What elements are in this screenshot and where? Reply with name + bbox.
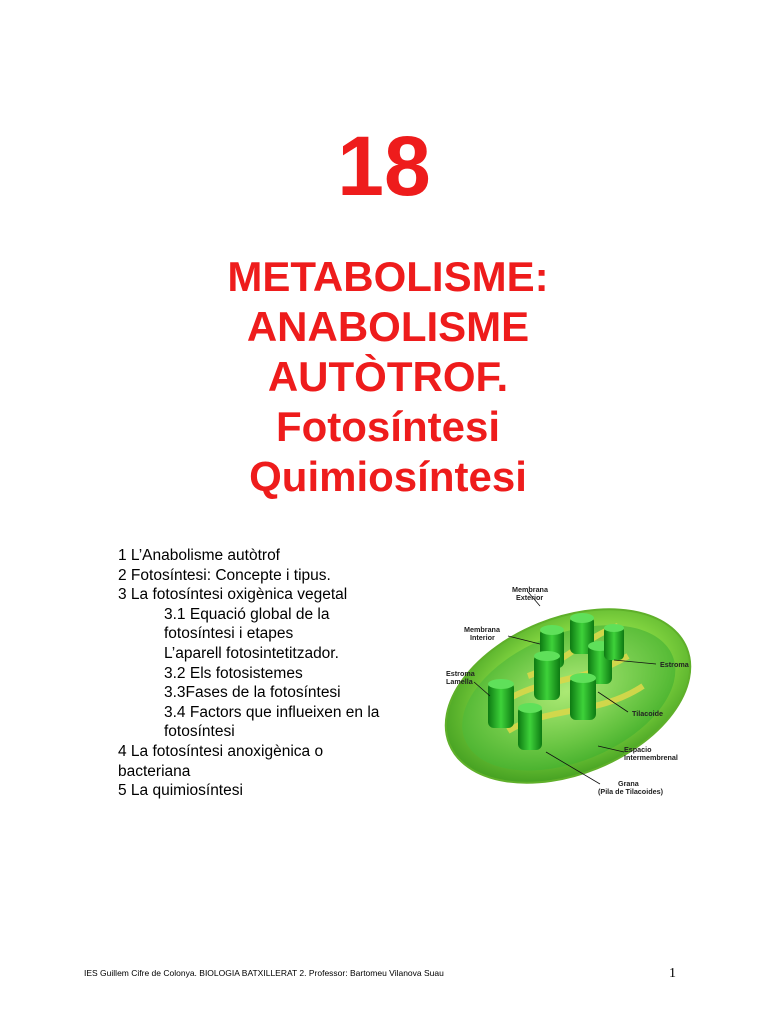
page-number: 1 (669, 966, 676, 981)
toc-subitem: fotosíntesi (164, 723, 235, 741)
label-estroma: Estroma (660, 660, 689, 669)
label-grana-1: Grana (618, 779, 639, 788)
toc-item: 4 La fotosíntesi anoxigènica o (118, 742, 324, 760)
toc-item: 1 L’Anabolisme autòtrof (118, 547, 280, 564)
label-estroma-lamella-2: Lamella (446, 677, 473, 686)
label-espacio-1: Espacio (624, 745, 652, 754)
toc-subitem: L’aparell fotosintetitzador. (164, 644, 339, 662)
chapter-number: 18 (337, 119, 431, 213)
toc-item: bacteriana (118, 762, 191, 780)
label-espacio-2: Intermembrenal (624, 753, 678, 762)
title-line: AUTÒTROF. (267, 353, 509, 400)
toc-subitem: 3.1 Equació global de la (164, 605, 330, 623)
toc-subitem: 3.2 Els fotosistemes (164, 664, 303, 682)
label-membrana-interior-1: Membrana (464, 625, 500, 634)
toc-item: 5 La quimiosíntesi (118, 782, 243, 800)
chloroplast-illustration (428, 556, 728, 816)
toc-subitem: 3.4 Factors que influeixen en la (164, 703, 380, 721)
toc-item: 2 Fotosíntesi: Concepte i tipus. (118, 566, 331, 584)
label-tilacoide: Tilacoide (632, 709, 664, 718)
chapter-title (0, 252, 768, 502)
toc-subitem: fotosíntesi i etapes (164, 625, 294, 643)
title-line: Quimiosíntesi (249, 453, 527, 500)
label-grana-2: (Pila de Tilacoides) (598, 787, 663, 796)
label-membrana-interior-2: Interior (470, 633, 495, 642)
title-line: METABOLISME: (227, 253, 549, 300)
chloroplast-figure (428, 556, 728, 816)
label-membrana-exterior-1: Membrana (512, 585, 548, 594)
label-estroma-lamella-1: Estroma (446, 669, 475, 678)
table-of-contents (118, 546, 428, 801)
label-membrana-exterior-2: Exterior (516, 593, 544, 602)
title-line: Fotosíntesi (275, 403, 500, 450)
toc-subitem: 3.3Fases de la fotosíntesi (164, 684, 341, 702)
toc-item: 3 La fotosíntesi oxigènica vegetal (118, 586, 348, 604)
page-footer: IES Guillem Cifre de Colonya. BIOLOGIA BATXILLERAT 2. Professor: Bartomeu Vilanova Suau (84, 968, 444, 978)
title-line: ANABOLISME (246, 303, 530, 350)
